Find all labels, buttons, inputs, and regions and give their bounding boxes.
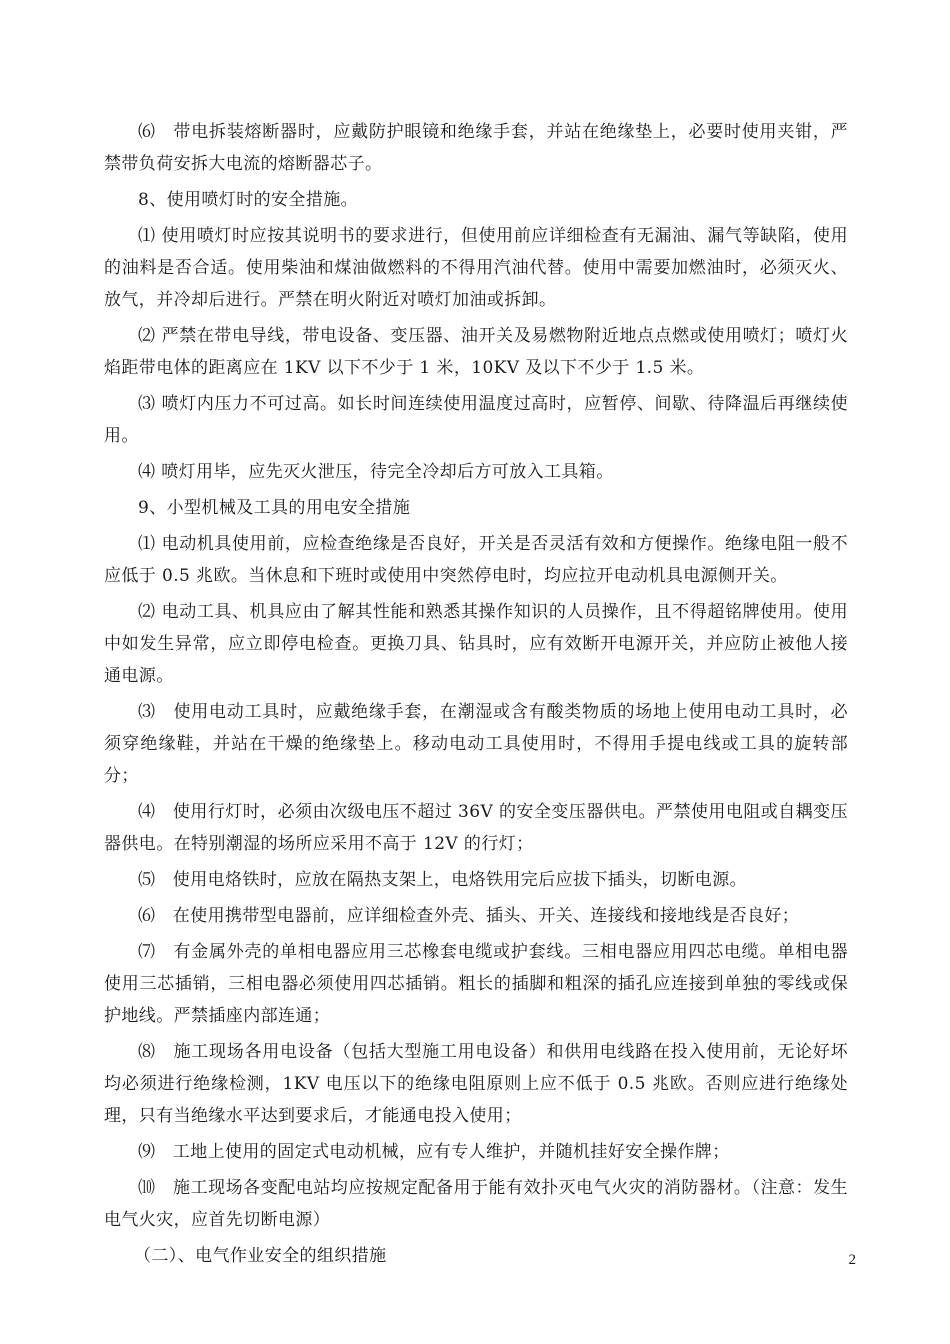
paragraph-item-6-fuse: ⑹ 带电拆装熔断器时，应戴防护眼镜和绝缘手套，并站在绝缘垫上，必要时使用夹钳，严禁带负荷安拆大电流的熔断器芯子。	[104, 122, 848, 174]
heading-blowtorch-safety: 8、使用喷灯时的安全措施。	[138, 190, 359, 210]
section-heading-organizational-measures: （二）、电气作业安全的组织措施	[134, 1246, 387, 1266]
page-number: 2	[848, 1252, 856, 1268]
paragraph-tools-1: ⑴ 电动机具使用前，应检查绝缘是否良好，开关是否灵活有效和方便操作。绝缘电阻一般不应低于 0.5 兆欧。当休息和下班时或使用中突然停电时，均应拉开电动机具电源侧开关。	[104, 534, 848, 586]
paragraph-tools-2: ⑵ 电动工具、机具应由了解其性能和熟悉其操作知识的人员操作，且不得超铭牌使用。使用中如发生异常，应立即停电检查。更换刀具、钻具时，应有效断开电源开关，并应防止被他人接通电源。	[104, 602, 848, 686]
paragraph-tools-5: ⑸ 使用电烙铁时，应放在隔热支架上，电烙铁用完后应拔下插头，切断电源。	[138, 870, 747, 890]
paragraph-tools-9: ⑼ 工地上使用的固定式电动机械，应有专人维护，并随机挂好安全操作牌；	[138, 1142, 730, 1162]
paragraph-tools-3: ⑶ 使用电动工具时，应戴绝缘手套，在潮湿或含有酸类物质的场地上使用电动工具时，必须穿绝缘鞋，并站在干燥的绝缘垫上。移动电动工具使用时，不得用手提电线或工具的旋转部分；	[104, 702, 848, 786]
paragraph-blowtorch-1: ⑴ 使用喷灯时应按其说明书的要求进行，但使用前应详细检查有无漏油、漏气等缺陷，使用的油料是否合适。使用柴油和煤油做燃料的不得用汽油代替。使用中需要加燃油时，必须灭火、放气，并冷却后进行。严禁在明火附近对喷灯加油或拆卸。	[104, 226, 848, 310]
paragraph-tools-8: ⑻ 施工现场各用电设备（包括大型施工用电设备）和供用电线路在投入使用前，无论好坏均必须进行绝缘检测，1KV 电压以下的绝缘电阻原则上应不低于 0.5 兆欧。否则应进行绝缘处理，只有当绝缘水平达到要求后，才能通电投入使用；	[104, 1042, 848, 1126]
paragraph-blowtorch-4: ⑷ 喷灯用毕，应先灭火泄压，待完全冷却后方可放入工具箱。	[138, 462, 614, 482]
paragraph-tools-10: ⑽ 施工现场各变配电站均应按规定配备用于能有效扑灭电气火灾的消防器材。（注意：发生电气火灾，应首先切断电源）	[104, 1178, 848, 1230]
paragraph-tools-4: ⑷ 使用行灯时，必须由次级电压不超过 36V 的安全变压器供电。严禁使用电阻或自耦变压器供电。在特别潮湿的场所应采用不高于 12V 的行灯；	[104, 802, 848, 854]
paragraph-tools-6: ⑹ 在使用携带型电器前，应详细检查外壳、插头、开关、连接线和接地线是否良好；	[138, 906, 800, 926]
heading-small-tools-safety: 9、小型机械及工具的用电安全措施	[138, 498, 411, 518]
paragraph-blowtorch-2: ⑵ 严禁在带电导线，带电设备、变压器、油开关及易燃物附近地点点燃或使用喷灯；喷灯火焰距带电体的距离应在 1KV 以下不少于 1 米，10KV 及以下不少于 1.5 米。	[104, 326, 848, 378]
paragraph-tools-7: ⑺ 有金属外壳的单相电器应用三芯橡套电缆或护套线。三相电器应用四芯电缆。单相电器使用三芯插销，三相电器必须使用四芯插销。粗长的插脚和粗深的插孔应连接到单独的零线或保护地线。严禁插座内部连通；	[104, 942, 848, 1026]
paragraph-blowtorch-3: ⑶ 喷灯内压力不可过高。如长时间连续使用温度过高时，应暂停、间歇、待降温后再继续使用。	[104, 394, 848, 446]
document-body	[104, 116, 848, 1276]
